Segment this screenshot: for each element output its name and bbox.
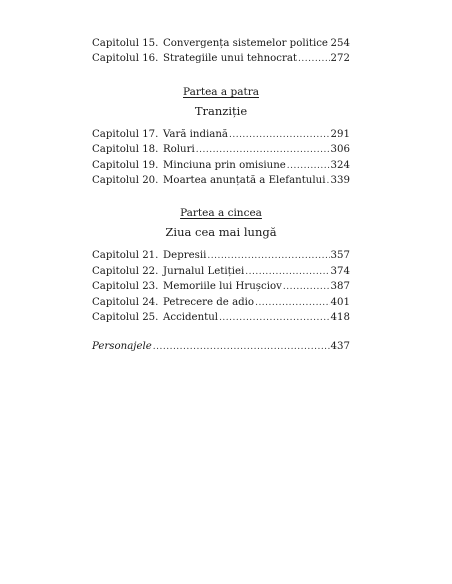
chapter-number: Capitolul 23. bbox=[92, 281, 159, 293]
chapter-title: Depresii bbox=[163, 250, 207, 262]
toc-entry bbox=[92, 310, 350, 325]
page-number: 291 bbox=[330, 128, 350, 140]
dot-leader bbox=[287, 158, 330, 174]
dot-leader bbox=[196, 142, 330, 158]
toc-entry bbox=[92, 264, 350, 279]
chapter-title: Accidentul bbox=[163, 311, 219, 323]
toc-entry bbox=[92, 36, 350, 51]
chapter-number: Capitolul 19. bbox=[92, 159, 159, 171]
part-heading-text: Partea a cincea bbox=[180, 207, 262, 220]
toc-appendix-entry bbox=[92, 339, 350, 354]
dot-leader bbox=[329, 36, 330, 52]
toc-section bbox=[92, 206, 350, 325]
dot-leader bbox=[219, 310, 329, 326]
chapter-number: Capitolul 16. bbox=[92, 53, 159, 65]
chapter-number: Capitolul 24. bbox=[92, 296, 159, 308]
appendix-title: Personajele bbox=[92, 341, 152, 353]
chapter-number: Capitolul 15. bbox=[92, 38, 159, 49]
part-title: Tranziție bbox=[194, 103, 248, 118]
chapter-title: Memoriile lui Hrușciov bbox=[163, 281, 282, 293]
spacer bbox=[92, 325, 350, 339]
chapter-title: Moartea anunțată a Elefantului bbox=[163, 174, 326, 186]
dot-leader bbox=[298, 51, 330, 67]
page-number: 418 bbox=[330, 311, 350, 323]
toc-entry bbox=[92, 279, 350, 294]
toc-entry bbox=[92, 248, 350, 263]
part-heading bbox=[92, 85, 350, 99]
chapter-title: Convergența sistemelor politice bbox=[163, 38, 328, 49]
chapter-title: Jurnalul Letiției bbox=[163, 265, 245, 277]
toc-section bbox=[92, 36, 350, 67]
toc-section bbox=[92, 85, 350, 189]
chapter-number: Capitolul 22. bbox=[92, 265, 159, 277]
dot-leader bbox=[283, 279, 330, 295]
page-number: 387 bbox=[330, 281, 350, 293]
dot-leader bbox=[255, 295, 329, 311]
page-number: 272 bbox=[330, 53, 350, 65]
part-title: Ziua cea mai lungă bbox=[165, 225, 277, 240]
page-number: 324 bbox=[330, 159, 350, 171]
chapter-title: Vară indiană bbox=[163, 128, 228, 140]
chapter-title: Petrecere de adio bbox=[163, 296, 255, 308]
chapter-title: Minciuna prin omisiune bbox=[163, 159, 286, 171]
part-heading bbox=[92, 206, 350, 220]
dot-leader bbox=[207, 248, 329, 264]
chapter-number: Capitolul 20. bbox=[92, 174, 159, 186]
table-of-contents bbox=[92, 36, 350, 355]
page-number: 254 bbox=[330, 38, 350, 49]
dot-leader bbox=[153, 339, 330, 355]
toc-entry bbox=[92, 127, 350, 142]
chapter-title: Strategiile unui tehnocrat bbox=[163, 53, 298, 65]
chapter-number: Capitolul 21. bbox=[92, 250, 159, 262]
page-number: 357 bbox=[330, 250, 350, 262]
chapter-number: Capitolul 25. bbox=[92, 311, 159, 323]
dot-leader bbox=[245, 264, 329, 280]
page-number: 401 bbox=[330, 296, 350, 308]
part-heading-text: Partea a patra bbox=[183, 85, 259, 98]
toc-entry bbox=[92, 51, 350, 66]
toc-entry bbox=[92, 295, 350, 310]
page-number: 437 bbox=[330, 341, 350, 353]
page-number: 374 bbox=[330, 265, 350, 277]
dot-leader bbox=[326, 173, 329, 189]
page-number: 339 bbox=[330, 174, 350, 186]
toc-entry bbox=[92, 173, 350, 188]
chapter-title: Roluri bbox=[163, 144, 195, 156]
dot-leader bbox=[229, 127, 330, 143]
chapter-number: Capitolul 18. bbox=[92, 144, 159, 156]
page-number: 306 bbox=[330, 144, 350, 156]
chapter-number: Capitolul 17. bbox=[92, 128, 159, 140]
toc-entry bbox=[92, 142, 350, 157]
toc-entry bbox=[92, 158, 350, 173]
